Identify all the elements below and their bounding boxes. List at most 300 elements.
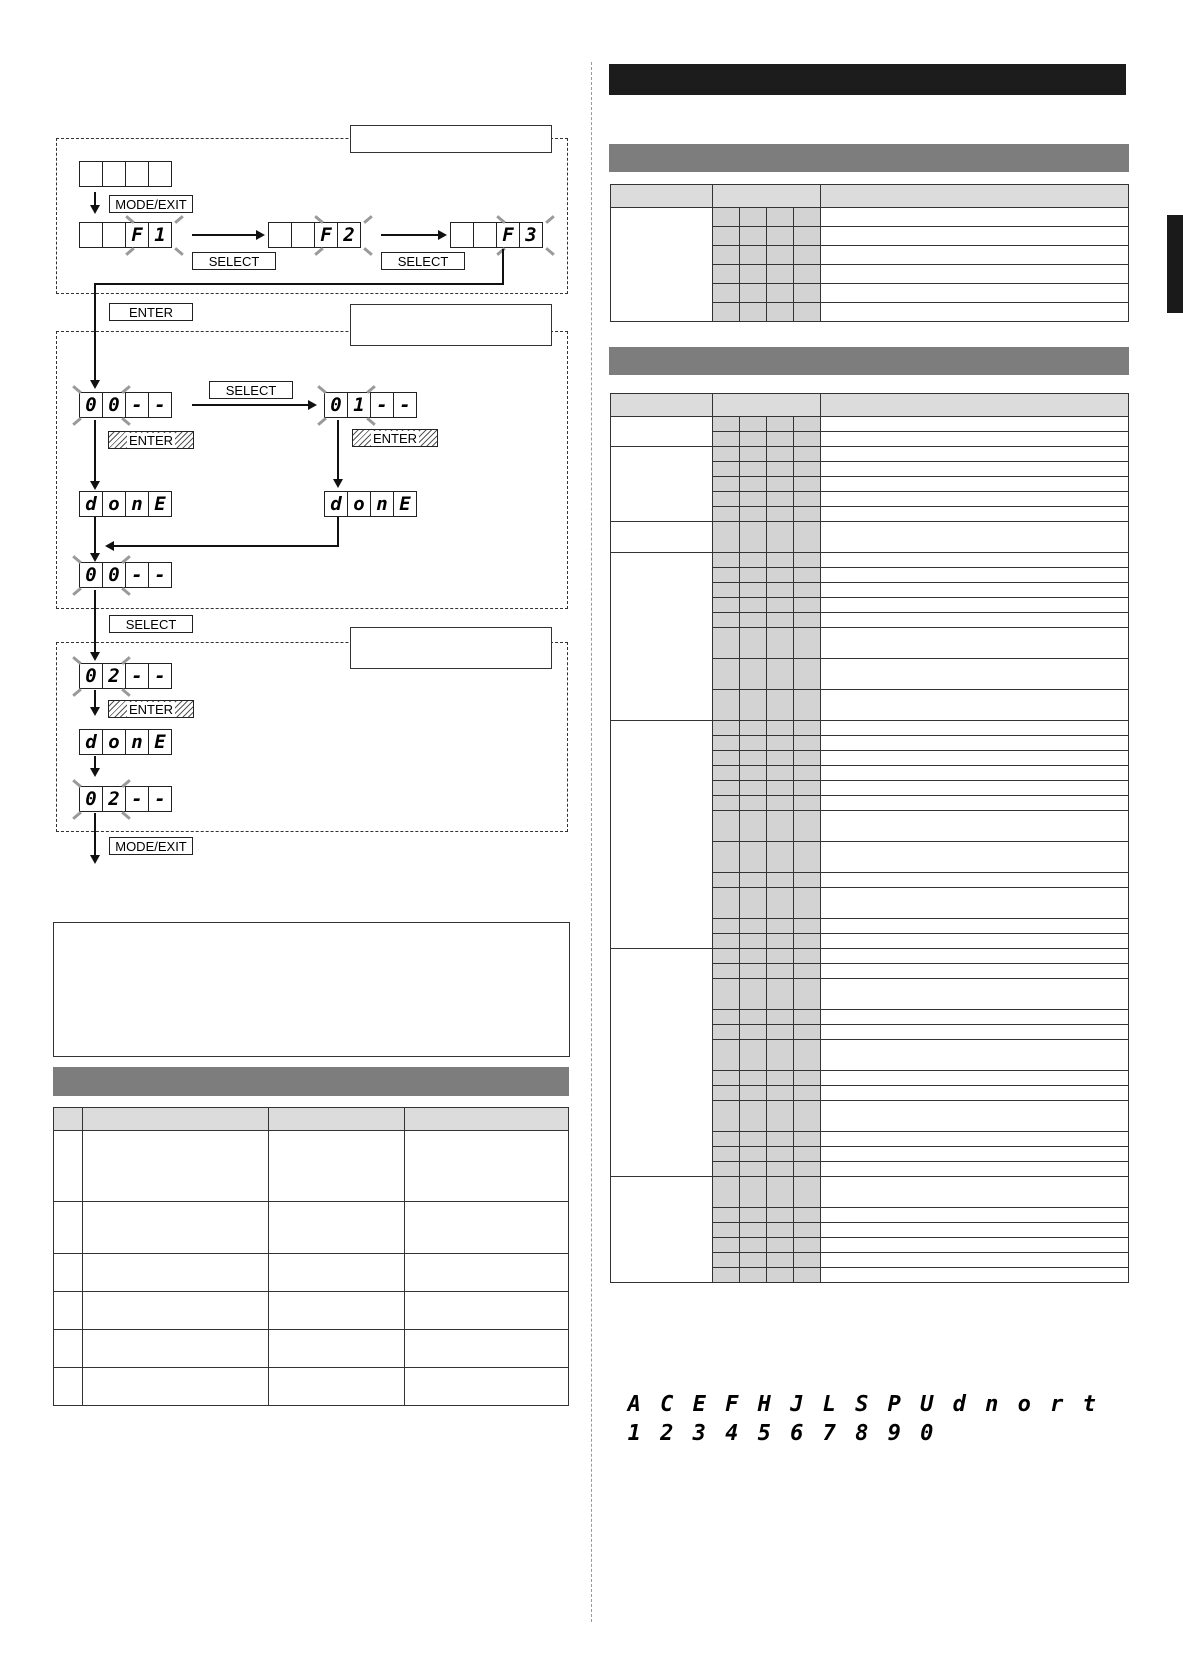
table-cell — [821, 1132, 1129, 1147]
table-cell — [740, 628, 767, 659]
table-cell — [611, 447, 713, 522]
table-cell — [767, 1268, 794, 1283]
table-cell — [740, 613, 767, 628]
glyph: 7 — [822, 1421, 836, 1446]
table-cell — [821, 721, 1129, 736]
page-divider — [591, 62, 592, 1622]
table-cell — [740, 1071, 767, 1086]
table-cell — [713, 873, 740, 888]
table-cell — [794, 1040, 821, 1071]
table-row — [54, 1368, 569, 1406]
table-cell — [821, 1208, 1129, 1223]
table-cell — [740, 1025, 767, 1040]
table-cell — [740, 303, 767, 322]
table-cell — [821, 781, 1129, 796]
table-cell — [821, 492, 1129, 507]
glyph: n — [985, 1392, 999, 1417]
table-cell — [767, 873, 794, 888]
table-row — [54, 1131, 569, 1202]
glyph: r — [1050, 1392, 1064, 1417]
table-header-row — [54, 1108, 569, 1131]
table-cell — [83, 1254, 269, 1292]
digit-cell: 0 — [79, 786, 103, 812]
table-cell — [794, 613, 821, 628]
enter-hatched-label — [108, 700, 194, 718]
table-cell — [821, 583, 1129, 598]
display-done-3 — [79, 729, 171, 755]
table-cell — [713, 1223, 740, 1238]
table-cell — [740, 1177, 767, 1208]
table-cell — [794, 934, 821, 949]
table-cell — [821, 284, 1129, 303]
table-cell — [821, 208, 1129, 227]
glyph: J — [790, 1392, 804, 1417]
function-table-1 — [610, 184, 1129, 322]
table-cell — [740, 919, 767, 934]
table-cell — [713, 568, 740, 583]
digit-cell — [473, 222, 497, 248]
table-cell — [740, 934, 767, 949]
table-cell — [794, 949, 821, 964]
table-cell — [767, 736, 794, 751]
table-cell — [740, 1208, 767, 1223]
table-cell — [713, 766, 740, 781]
flow-line — [94, 517, 96, 554]
table-cell — [611, 1177, 713, 1283]
glyph: 0 — [920, 1421, 934, 1446]
table-cell — [821, 796, 1129, 811]
table-cell — [821, 1162, 1129, 1177]
table-cell — [740, 598, 767, 613]
table-cell — [821, 1238, 1129, 1253]
table-cell — [767, 751, 794, 766]
display-01 — [324, 392, 416, 418]
table-cell — [405, 1292, 569, 1330]
digit-cell — [291, 222, 315, 248]
digit-cell — [148, 161, 172, 187]
table-cell — [794, 462, 821, 477]
table-cell — [713, 417, 740, 432]
table-cell — [713, 888, 740, 919]
table-cell — [794, 873, 821, 888]
digit-cell — [79, 161, 103, 187]
table-cell — [794, 766, 821, 781]
table-cell — [740, 736, 767, 751]
glyph: 2 — [660, 1421, 674, 1446]
table-cell — [794, 1268, 821, 1283]
table-cell — [794, 1025, 821, 1040]
table-cell — [767, 949, 794, 964]
table-cell — [83, 1202, 269, 1254]
table-cell — [767, 1132, 794, 1147]
table-cell — [794, 1086, 821, 1101]
arrow-down-icon — [90, 205, 100, 214]
chapter-title-bar — [609, 64, 1126, 95]
table-cell — [767, 781, 794, 796]
table-cell — [821, 462, 1129, 477]
side-thumb-tab — [1167, 215, 1183, 313]
table-cell — [713, 583, 740, 598]
table-cell — [794, 736, 821, 751]
table-cell — [767, 447, 794, 462]
flow-line — [94, 420, 96, 482]
table-cell — [767, 522, 794, 553]
table-cell — [83, 1368, 269, 1406]
select-label: SELECT — [192, 252, 276, 270]
table-cell — [713, 628, 740, 659]
table-cell — [821, 1223, 1129, 1238]
table-cell — [767, 842, 794, 873]
table-cell — [821, 979, 1129, 1010]
table-cell — [405, 1202, 569, 1254]
table-cell — [713, 246, 740, 265]
table-cell — [740, 1147, 767, 1162]
table-cell — [767, 417, 794, 432]
table-row — [611, 417, 1129, 432]
table-cell — [405, 1131, 569, 1202]
table-cell — [767, 721, 794, 736]
table-cell — [821, 842, 1129, 873]
table-cell — [794, 553, 821, 568]
table-cell — [794, 781, 821, 796]
arrow-left-icon — [105, 541, 114, 551]
table-cell — [767, 598, 794, 613]
table-cell — [713, 492, 740, 507]
table-cell — [767, 568, 794, 583]
table-cell — [713, 598, 740, 613]
arrow-down-icon — [90, 768, 100, 777]
table-cell — [767, 284, 794, 303]
table-cell — [821, 934, 1129, 949]
table-header-cell — [611, 394, 713, 417]
table-cell — [713, 751, 740, 766]
table-cell — [821, 919, 1129, 934]
table-cell — [54, 1202, 83, 1254]
digit-cell: F — [496, 222, 520, 248]
table-cell — [821, 568, 1129, 583]
table-cell — [740, 507, 767, 522]
table-row — [611, 949, 1129, 964]
mode-exit-label: MODE/EXIT — [109, 195, 193, 213]
table-cell — [269, 1202, 405, 1254]
table-cell — [713, 1040, 740, 1071]
table-cell — [821, 1086, 1129, 1101]
table-cell — [713, 721, 740, 736]
table-cell — [713, 842, 740, 873]
table-cell — [740, 447, 767, 462]
table-cell — [794, 598, 821, 613]
table-cell — [740, 721, 767, 736]
table-cell — [740, 766, 767, 781]
table-cell — [740, 1162, 767, 1177]
table-cell — [740, 522, 767, 553]
table-header-cell — [405, 1108, 569, 1131]
table-cell — [821, 628, 1129, 659]
table-cell — [794, 583, 821, 598]
table-cell — [713, 811, 740, 842]
flow-line — [94, 283, 504, 285]
table-row — [54, 1292, 569, 1330]
enter-label-text: ENTER — [128, 433, 174, 448]
table-cell — [713, 1025, 740, 1040]
glyph: 3 — [692, 1421, 706, 1446]
digit-cell: - — [148, 786, 172, 812]
table-cell — [767, 1208, 794, 1223]
section-header-bar-2 — [609, 347, 1129, 375]
flow-line — [337, 420, 339, 480]
table-cell — [713, 1086, 740, 1101]
table-cell — [821, 227, 1129, 246]
table-cell — [611, 949, 713, 1177]
table-cell — [767, 613, 794, 628]
table-cell — [740, 873, 767, 888]
digit-cell — [450, 222, 474, 248]
table-cell — [821, 1025, 1129, 1040]
table-row — [611, 721, 1129, 736]
table-cell — [767, 303, 794, 322]
table-cell — [767, 690, 794, 721]
table-cell — [794, 417, 821, 432]
table-cell — [713, 447, 740, 462]
table-cell — [740, 284, 767, 303]
table-cell — [794, 1223, 821, 1238]
table-cell — [740, 1040, 767, 1071]
table-cell — [794, 507, 821, 522]
table-cell — [794, 284, 821, 303]
table-cell — [740, 842, 767, 873]
table-cell — [713, 1177, 740, 1208]
table-cell — [740, 1238, 767, 1253]
table-row — [611, 522, 1129, 553]
glyph: H — [757, 1392, 771, 1417]
select-label: SELECT — [109, 615, 193, 633]
digit-cell: 2 — [337, 222, 361, 248]
table-cell — [821, 1268, 1129, 1283]
table-cell — [794, 919, 821, 934]
table-cell — [611, 208, 713, 322]
glyph: C — [660, 1392, 674, 1417]
digit-cell: 1 — [347, 392, 371, 418]
table-cell — [713, 1010, 740, 1025]
table-cell — [821, 888, 1129, 919]
table-cell — [794, 1253, 821, 1268]
table-cell — [821, 1147, 1129, 1162]
table-cell — [767, 796, 794, 811]
glyph: t — [1082, 1392, 1096, 1417]
table-cell — [405, 1368, 569, 1406]
glyph: 1 — [627, 1421, 641, 1446]
digit-cell: 0 — [102, 392, 126, 418]
table-cell — [740, 246, 767, 265]
table-cell — [740, 1132, 767, 1147]
table-cell — [767, 934, 794, 949]
table-cell — [767, 766, 794, 781]
table-cell — [713, 781, 740, 796]
table-cell — [54, 1368, 83, 1406]
glyph: L — [822, 1392, 836, 1417]
table-cell — [740, 659, 767, 690]
table-cell — [713, 964, 740, 979]
table-cell — [821, 690, 1129, 721]
digit-cell: 0 — [79, 663, 103, 689]
table-cell — [794, 628, 821, 659]
table-cell — [821, 1253, 1129, 1268]
table-cell — [821, 873, 1129, 888]
table-cell — [794, 432, 821, 447]
table-cell — [54, 1330, 83, 1368]
table-cell — [713, 507, 740, 522]
segment-letters-legend — [618, 1392, 1106, 1417]
table-cell — [740, 1268, 767, 1283]
arrow-down-icon — [90, 855, 100, 864]
table-header-cell — [269, 1108, 405, 1131]
error-table — [53, 1107, 569, 1406]
table-cell — [794, 227, 821, 246]
digit-cell: d — [324, 491, 348, 517]
table-cell — [713, 1238, 740, 1253]
glyph: 4 — [725, 1421, 739, 1446]
function-table-2 — [610, 393, 1129, 1283]
digit-cell: d — [79, 729, 103, 755]
table-cell — [713, 553, 740, 568]
table-cell — [794, 721, 821, 736]
enter-hatched-label — [108, 431, 194, 449]
callout-box-2 — [350, 304, 552, 346]
table-cell — [713, 934, 740, 949]
flow-line — [381, 234, 439, 236]
digit-cell: - — [125, 562, 149, 588]
table-cell — [794, 796, 821, 811]
table-cell — [821, 598, 1129, 613]
digit-cell: o — [102, 491, 126, 517]
table-cell — [83, 1292, 269, 1330]
table-cell — [767, 1040, 794, 1071]
table-cell — [713, 1208, 740, 1223]
table-cell — [767, 811, 794, 842]
digit-cell — [102, 222, 126, 248]
table-cell — [713, 919, 740, 934]
table-header-cell — [611, 185, 713, 208]
table-cell — [713, 613, 740, 628]
flow-line — [94, 813, 96, 856]
digit-cell: n — [125, 491, 149, 517]
table-cell — [767, 1223, 794, 1238]
table-cell — [740, 796, 767, 811]
table-cell — [794, 492, 821, 507]
table-cell — [821, 265, 1129, 284]
glyph: A — [627, 1392, 641, 1417]
table-header-row — [611, 394, 1129, 417]
table-cell — [740, 227, 767, 246]
table-cell — [740, 1253, 767, 1268]
digit-cell — [102, 161, 126, 187]
table-cell — [767, 979, 794, 1010]
table-cell — [821, 553, 1129, 568]
table-cell — [713, 522, 740, 553]
table-cell — [794, 246, 821, 265]
table-cell — [767, 553, 794, 568]
enter-hatched-label — [352, 429, 438, 447]
table-cell — [713, 796, 740, 811]
digit-cell: - — [393, 392, 417, 418]
table-cell — [740, 949, 767, 964]
table-cell — [767, 1238, 794, 1253]
flow-line — [502, 249, 504, 285]
arrow-down-icon — [90, 707, 100, 716]
table-cell — [821, 613, 1129, 628]
glyph: 9 — [887, 1421, 901, 1446]
table-cell — [269, 1368, 405, 1406]
table-cell — [767, 919, 794, 934]
table-cell — [611, 522, 713, 553]
digit-cell: o — [347, 491, 371, 517]
table-cell — [767, 227, 794, 246]
table-cell — [767, 265, 794, 284]
table-cell — [767, 659, 794, 690]
table-cell — [821, 417, 1129, 432]
segment-digits-legend — [618, 1421, 943, 1446]
arrow-down-icon — [90, 553, 100, 562]
table-cell — [713, 208, 740, 227]
table-cell — [821, 246, 1129, 265]
digit-cell: E — [393, 491, 417, 517]
table-cell — [713, 265, 740, 284]
arrow-down-icon — [333, 479, 343, 488]
arrow-right-icon — [256, 230, 265, 240]
table-cell — [740, 432, 767, 447]
table-cell — [821, 1177, 1129, 1208]
flow-line — [192, 234, 257, 236]
table-cell — [740, 751, 767, 766]
flow-line — [94, 690, 96, 708]
table-cell — [54, 1131, 83, 1202]
table-header-row — [611, 185, 1129, 208]
table-cell — [713, 227, 740, 246]
table-header-cell — [83, 1108, 269, 1131]
glyph: o — [1017, 1392, 1031, 1417]
display-blank — [79, 161, 171, 187]
table-cell — [794, 842, 821, 873]
flow-line — [192, 404, 309, 406]
table-cell — [767, 1086, 794, 1101]
flow-line — [94, 192, 96, 206]
table-cell — [740, 964, 767, 979]
table-cell — [794, 1162, 821, 1177]
digit-cell: F — [125, 222, 149, 248]
table-cell — [767, 1147, 794, 1162]
table-cell — [713, 1162, 740, 1177]
table-cell — [767, 1177, 794, 1208]
digit-cell: 1 — [148, 222, 172, 248]
table-cell — [740, 492, 767, 507]
table-cell — [740, 811, 767, 842]
digit-cell: E — [148, 729, 172, 755]
digit-cell: - — [125, 663, 149, 689]
table-cell — [767, 492, 794, 507]
table-cell — [269, 1254, 405, 1292]
table-cell — [269, 1292, 405, 1330]
digit-cell: 0 — [79, 562, 103, 588]
table-cell — [767, 1010, 794, 1025]
table-cell — [740, 265, 767, 284]
table-cell — [611, 721, 713, 949]
table-cell — [767, 246, 794, 265]
table-cell — [794, 447, 821, 462]
table-cell — [740, 888, 767, 919]
table-cell — [740, 417, 767, 432]
table-cell — [740, 553, 767, 568]
enter-label-text: ENTER — [128, 702, 174, 717]
